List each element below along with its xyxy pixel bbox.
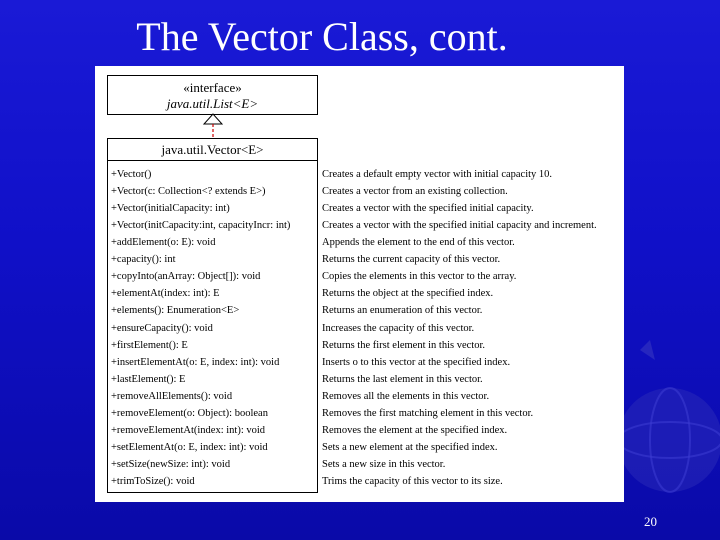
member-signature: +addElement(o: E): void — [111, 237, 216, 249]
member-signature: +capacity(): int — [111, 254, 176, 266]
class-name-box: java.util.Vector<E> — [107, 138, 318, 161]
member-description: Increases the capacity of this vector. — [322, 322, 475, 334]
member-signature: +Vector(initialCapacity: int) — [111, 203, 230, 215]
member-description: Creates a default empty vector with initial capacity 10. — [322, 169, 553, 180]
member-description: Trims the capacity of this vector to its size. — [322, 475, 503, 487]
member-description: Creates a vector with the specified initial capacity and increment. — [322, 220, 597, 232]
member-signature: +trimToSize(): void — [111, 475, 195, 487]
member-description: Creates a vector with the specified initial capacity. — [322, 203, 534, 215]
member-description: Sets a new element at the specified index. — [322, 441, 498, 453]
member-description: Removes the element at the specified index. — [322, 424, 508, 436]
member-signature: +setSize(newSize: int): void — [111, 458, 231, 470]
member-description: Returns the object at the specified index. — [322, 288, 494, 300]
member-signature: +elementAt(index: int): E — [111, 288, 220, 300]
member-description: Returns the last element in this vector. — [322, 373, 483, 385]
member-signature: +Vector(initCapacity:int, capacityIncr: int) — [111, 220, 291, 232]
member-signature: +setElementAt(o: E, index: int): void — [111, 441, 268, 453]
member-description: Returns the first element in this vector. — [322, 339, 486, 351]
member-signature: +removeElement(o: Object): boolean — [111, 407, 268, 419]
member-description: Inserts o to this vector at the specified index. — [322, 356, 511, 368]
member-description: Copies the elements in this vector to the array. — [322, 271, 517, 283]
member-description: Returns the current capacity of this vector. — [322, 254, 501, 266]
member-signature: +firstElement(): E — [111, 339, 188, 351]
slide-title: The Vector Class, cont. — [136, 14, 508, 59]
page-number: 20 — [644, 514, 657, 529]
member-description: Returns an enumeration of this vector. — [322, 305, 483, 317]
uml-diagram-panel — [95, 66, 624, 502]
realization-arrow — [198, 113, 228, 140]
member-signature: +Vector() — [111, 169, 152, 180]
interface-name: java.util.List<E> — [166, 96, 259, 111]
member-signature: +elements(): Enumeration<E> — [111, 305, 240, 317]
member-signature: +removeAllElements(): void — [111, 390, 233, 402]
member-signature: +copyInto(anArray: Object[]): void — [111, 271, 261, 283]
member-signature: +ensureCapacity(): void — [111, 322, 213, 334]
member-description: Creates a vector from an existing collection. — [322, 186, 508, 197]
member-signature: +Vector(c: Collection<? extends E>) — [111, 186, 266, 197]
member-signature: +insertElementAt(o: E, index: int): void — [111, 356, 280, 368]
interface-box — [107, 75, 318, 115]
member-signature: +removeElementAt(index: int): void — [111, 424, 266, 436]
member-description: Appends the element to the end of this vector. — [322, 237, 515, 249]
member-description: Sets a new size in this vector. — [322, 458, 446, 470]
interface-stereotype: «interface» — [183, 80, 242, 95]
member-description: Removes all the elements in this vector. — [322, 390, 490, 402]
member-description: Removes the first matching element in this vector. — [322, 407, 534, 419]
member-signature: +lastElement(): E — [111, 373, 186, 385]
